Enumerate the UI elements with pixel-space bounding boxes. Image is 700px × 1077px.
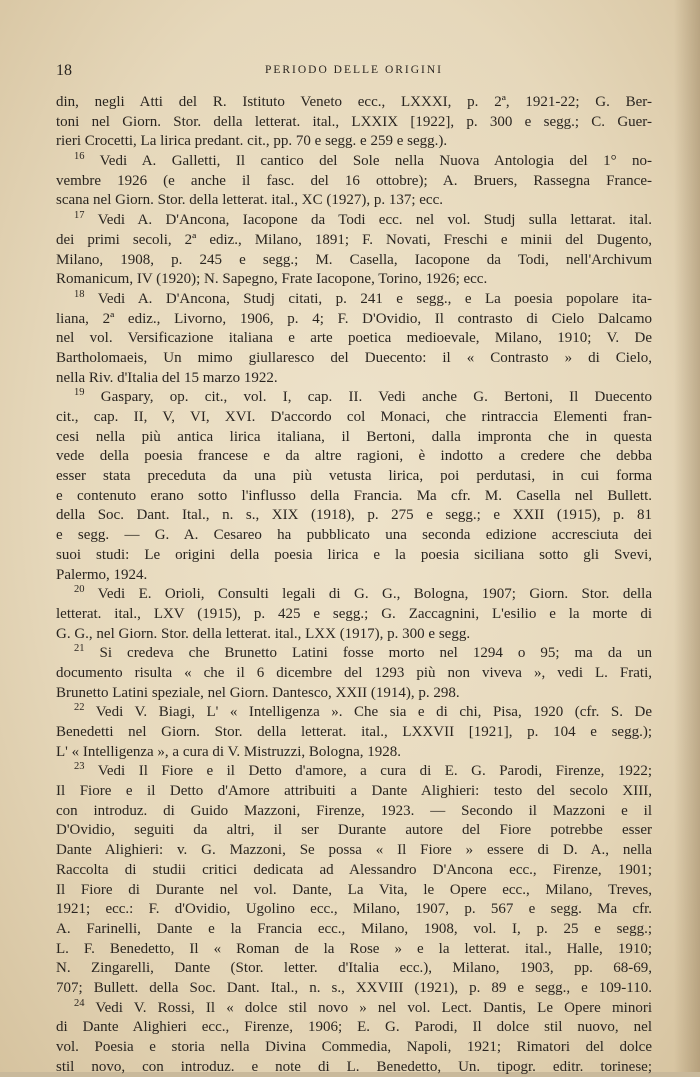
- text-line: [56, 329, 652, 349]
- line-text: letterat. ital., LXV (1915), p. 425 e segg.; G. Zaccagnini, L'esilio e la morte di: [56, 605, 652, 622]
- text-line: [56, 408, 652, 428]
- text-line: [56, 821, 652, 841]
- text-line: [56, 487, 652, 507]
- line-text: Brunetto Latini speziale, nel Giorn. Dantesco, XXII (1914), p. 298.: [56, 684, 460, 701]
- text-line: [56, 900, 652, 920]
- text-line: [56, 959, 652, 979]
- line-text: stil novo, con introduz. e note di L. Benedetto, Un. tipogr. editr. torinese;: [56, 1058, 652, 1075]
- line-text: scana nel Giorn. Stor. della letterat. ital., XC (1927), p. 137; ecc.: [56, 192, 443, 209]
- line-text: Bartholomaeis, Un mimo giullaresco del Duecento: il « Contrasto » di Cielo,: [56, 349, 652, 366]
- text-line: [56, 625, 652, 645]
- footnote-number: 18: [74, 289, 85, 300]
- text-line: [56, 526, 652, 546]
- text-line: [56, 940, 652, 960]
- footnote-start-line: [56, 644, 652, 664]
- text-line: [56, 369, 652, 389]
- footnote-number: 24: [74, 998, 85, 1009]
- line-text: Vedi A. D'Ancona, Studj citati, p. 241 e segg., e La poesia popolare ita-: [97, 290, 652, 307]
- page-number: 18: [56, 62, 72, 79]
- footnote-start-line: [56, 290, 652, 310]
- line-text: cit., cap. II, V, VI, XVI. D'accordo col Monaci, che rintraccia Elementi fran-: [56, 409, 652, 425]
- line-text: nel vol. Versificazione italiana e arte poetica medioevale, Milano, 1910; V. De: [56, 330, 652, 347]
- line-text: L. F. Benedetto, Il « Roman de la Rose » e la letterat. ital., Halle, 1910;: [56, 940, 652, 957]
- footnote-start-line: [56, 388, 652, 408]
- text-line: [56, 447, 652, 467]
- line-text: G. G., nel Giorn. Stor. della letterat. ital., LXX (1917), p. 300 e segg.: [56, 625, 471, 642]
- footnote-start-line: [56, 152, 652, 172]
- line-text: Raccolta di studii critici dedicata ad Alessandro D'Ancona ecc., Firenze, 1901;: [56, 861, 652, 878]
- line-text: Si credeva che Brunetto Latini fosse morto nel 1294 o 95; ma da un: [99, 645, 652, 662]
- footnote-start-line: [56, 211, 652, 231]
- line-text: della Soc. Dant. Ital., n. s., XIX (1918), p. 275 e segg.; e XXII (1915), p. 81: [56, 507, 652, 524]
- line-text: din, negli Atti del R. Istituto Veneto ecc., LXXXI, p. 2ª, 1921-22; G. Ber-: [56, 94, 652, 110]
- text-line: [56, 881, 652, 901]
- line-text: Vedi Il Fiore e il Detto d'amore, a cura di E. G. Parodi, Firenze, 1922;: [97, 763, 652, 780]
- text-line: [56, 1018, 652, 1038]
- line-text: dei primi secoli, 2ª ediz., Milano, 1891; F. Novati, Freschi e minii del Dugento,: [56, 231, 652, 248]
- text-line: [56, 113, 652, 133]
- footnote-start-line: [56, 762, 652, 782]
- line-text: e contenuto erano sotto l'influsso della Francia. Ma cfr. M. Casella nel Bullett.: [56, 487, 652, 504]
- text-line: [56, 310, 652, 330]
- text-line: [56, 467, 652, 487]
- line-text: suoi studi: Le origini della poesia lirica e la poesia siciliana sotto gli Svevi,: [56, 546, 652, 563]
- text-line: [56, 782, 652, 802]
- text-line: [56, 428, 652, 448]
- line-text: D'Ovidio, seguiti da altri, il ser Durante autore del Fiore potrebbe esser: [56, 822, 652, 839]
- text-line: [56, 349, 652, 369]
- footnote-number: 16: [74, 152, 85, 163]
- text-line: [56, 841, 652, 861]
- line-text: vembre 1926 (e anche il fasc. del 16 ottobre); A. Bruers, Rassegna France-: [56, 172, 652, 189]
- text-line: [56, 93, 652, 113]
- line-text: Vedi V. Rossi, Il « dolce stil novo » nel vol. Lect. Dantis, Le Opere minori: [95, 999, 652, 1016]
- line-text: Il Fiore e il Detto d'Amore attribuiti a Dante Alighieri: testo del secolo XIII,: [56, 783, 652, 800]
- text-line: [56, 1038, 652, 1058]
- line-text: Gaspary, op. cit., vol. I, cap. II. Vedi anche G. Bertoni, Il Duecento: [100, 389, 652, 406]
- footnote-number: 17: [74, 211, 85, 222]
- line-text: nella Riv. d'Italia del 15 marzo 1922.: [56, 369, 278, 386]
- footnote-number: 20: [74, 585, 85, 596]
- text-line: [56, 684, 652, 704]
- text-line: [56, 546, 652, 566]
- text-line: [56, 506, 652, 526]
- text-line: [56, 861, 652, 881]
- text-line: [56, 723, 652, 743]
- footnote-number: 21: [74, 644, 85, 655]
- text-line: [56, 132, 652, 152]
- text-line: [56, 920, 652, 940]
- page-edge-shadow: [674, 0, 700, 1072]
- line-text: A. Farinelli, Dante e la Francia ecc., Milano, 1908, vol. I, p. 25 e segg.;: [56, 920, 652, 937]
- footnote-number: 22: [74, 703, 85, 714]
- footnote-start-line: [56, 999, 652, 1019]
- line-text: Romanicum, IV (1920); N. Sapegno, Frate Iacopone, Torino, 1926; ecc.: [56, 271, 488, 288]
- text-line: [56, 605, 652, 625]
- text-line: [56, 979, 652, 999]
- line-text: toni nel Giorn. Stor. della letterat. ital., LXXIX [1922], p. 300 e segg.; C. Guer-: [56, 113, 652, 130]
- line-text: documento risulta « che il 6 dicembre del 1293 più non viveva », vedi L. Frati,: [56, 664, 652, 681]
- footnote-start-line: [56, 585, 652, 605]
- text-line: [56, 802, 652, 822]
- line-text: Vedi E. Orioli, Consulti legali di G. G., Bologna, 1907; Giorn. Stor. della: [97, 586, 652, 603]
- line-text: vede della poesia francese e da altre ragioni, è indotto a credere che debba: [56, 448, 652, 465]
- line-text: Vedi V. Biagi, L' « Intelligenza ». Che sia e di chi, Pisa, 1920 (cfr. S. De: [95, 704, 652, 721]
- text-line: [56, 251, 652, 271]
- line-text: liana, 2ª ediz., Livorno, 1906, p. 4; F. D'Ovidio, Il contrasto di Cielo Dalcamo: [56, 310, 652, 327]
- line-text: N. Zingarelli, Dante (Stor. letter. d'Italia ecc.), Milano, 1903, pp. 68-69,: [56, 960, 652, 977]
- text-line: [56, 231, 652, 251]
- line-text: di Dante Alighieri ecc., Firenze, 1906; E. G. Parodi, Il dolce stil nuovo, nel: [56, 1019, 652, 1036]
- line-text: Milano, 1908, p. 245 e segg.; M. Casella, Iacopone da Todi, nell'Archivum: [56, 251, 652, 268]
- footnote-start-line: [56, 703, 652, 723]
- text-line: [56, 1058, 652, 1077]
- line-text: Dante Alighieri: v. G. Mazzoni, Se possa « Il Fiore » essere di D. A., nella: [56, 842, 652, 859]
- footnotes-body: [56, 93, 652, 1077]
- line-text: Il Fiore di Durante nel vol. Dante, La Vita, le Opere ecc., Milano, Treves,: [56, 881, 652, 898]
- line-text: Vedi A. Galletti, Il cantico del Sole nella Nuova Antologia del 1° no-: [99, 153, 652, 170]
- line-text: L' « Intelligenza », a cura di V. Mistruzzi, Bologna, 1928.: [56, 743, 401, 760]
- line-text: Vedi A. D'Ancona, Iacopone da Todi ecc. nel vol. Studj sulla lettarat. ital.: [97, 212, 652, 229]
- text-line: [56, 172, 652, 192]
- text-line: [56, 566, 652, 586]
- text-line: [56, 664, 652, 684]
- line-text: e segg. — G. A. Cesareo ha pubblicato una seconda edizione accresciuta dei: [56, 527, 652, 544]
- line-text: Palermo, 1924.: [56, 566, 148, 583]
- text-line: [56, 270, 652, 290]
- running-title: PERIODO DELLE ORIGINI: [264, 64, 444, 76]
- line-text: 707; Bullett. della Soc. Dant. Ital., n. s., XXVIII (1921), p. 89 e segg., e 109-110.: [56, 979, 652, 996]
- page-header: [56, 62, 652, 84]
- line-text: 1921; ecc.: F. d'Ovidio, Ugolino ecc., Milano, 1907, p. 567 e segg. Ma cfr.: [56, 901, 652, 918]
- text-line: [56, 191, 652, 211]
- line-text: esser stata preceduta da una più vetusta lirica, poi perdutasi, in cui forma: [56, 468, 652, 485]
- line-text: con introduz. di Guido Mazzoni, Firenze, 1923. — Secondo il Mazzoni e il: [56, 802, 652, 819]
- text-line: [56, 743, 652, 763]
- line-text: cesi nella più antica lirica italiana, il Bertoni, dalla impronta che in questa: [56, 428, 652, 445]
- line-text: Benedetti nel Giorn. Stor. della letterat. ital., LXXVII [1921], p. 104 e segg.);: [56, 724, 652, 740]
- footnote-number: 19: [74, 388, 85, 399]
- line-text: rieri Crocetti, La lirica predant. cit., pp. 70 e segg. e 259 e segg.).: [56, 133, 448, 150]
- line-text: vol. Poesia e storia nella Divina Commedia, Napoli, 1921; Rimatori del dolce: [56, 1039, 652, 1055]
- footnote-number: 23: [74, 762, 85, 773]
